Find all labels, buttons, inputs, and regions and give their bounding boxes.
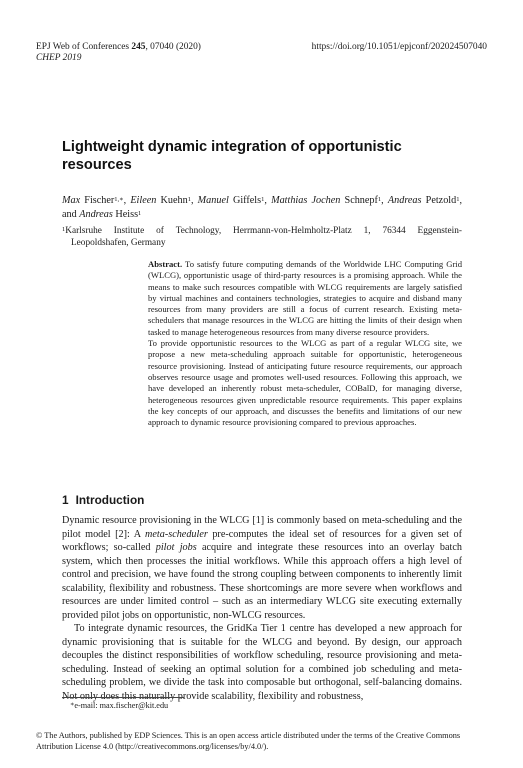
conference-name: CHEP 2019 (36, 53, 82, 63)
abstract-label: Abstract. (148, 259, 183, 269)
abstract-paragraph: To provide opportunistic resources to the WLCG as part of a regular WLCG site, we propose a new meta-scheduling approach suitable for opportunistic, heterogeneous resource provisioning. Instead of anticipating future resource requirements, our approach observes resource usage and promotes well-used resources. Following this approach, we have developed an inherently robust meta-scheduler, COBalD, for managing diverse, heterogeneous resources given unpredictable resource requirements. This paper explains the key concepts of our approach, and discusses the benefits and limitations of our new approach to dynamic resource provisioning compared to previous approaches. (148, 338, 462, 428)
abstract-paragraph: Abstract. To satisfy future computing demands of the Worldwide LHC Computing Grid (WLCG), opportunistic usage of third-party resources is a promising approach. While the means to make such resources compatible with WLCG requirements are largely satisfied by virtual machines and containers technologies, strategies to acquire and disband many resources from many providers are still a focus of current research. Existing meta-schedulers that manage resources in the WLCG are hitting the limits of their design when tasked to manage heterogeneous resources from many diverse resource providers. (148, 259, 462, 337)
author: Max Fischer$^{1,∗}$ (62, 195, 124, 206)
section-number: 1 (62, 493, 69, 507)
term-pilot-jobs: pilot jobs (155, 542, 197, 553)
affiliation-line-1: $^1$Karlsruhe Institute of Technology, Herrmann-von-Helmholtz-Platz 1, 76344 Eggenstein- (62, 226, 462, 236)
term-meta-scheduler: meta-scheduler (145, 528, 208, 540)
license-notice: © The Authors, published by EDP Sciences. This is an open access article distributed under the terms of the Creative Commons Attribution License 4.0 (http://creativecommons.org/licenses/by/4.0/). (36, 731, 461, 751)
section-heading (62, 493, 151, 507)
author: Andreas Petzold$^1$ (387, 195, 460, 206)
article-number: , 07040 (2020) (145, 42, 201, 52)
journal-name: EPJ Web of Conferences (36, 42, 132, 52)
author-separator: , (264, 195, 272, 206)
doi-link[interactable]: https://doi.org/10.1051/epjconf/202024507040 (311, 42, 487, 52)
body-text (62, 514, 462, 703)
body-paragraph: To integrate dynamic resources, the GridKa Tier 1 centre has developed a new approach for dynamic provisioning that is suitable for the WLCG and beyond. By design, our approach decouples the distinct responsibilities of workflow scheduling, resource provisioning and meta-scheduling. Instead of seeking an optimal solution for a combined job scheduling and meta-scheduling problem, we divide the task into composable but orthogonal, self-balancing domains. Not only does this naturally provide scalability, flexibility and robustness, (62, 623, 462, 702)
paper-title: Lightweight dynamic integration of opportunistic resources (62, 139, 402, 173)
footnote-email[interactable]: e-mail: max.fischer@kit.edu (74, 701, 169, 710)
journal-volume: 245 (131, 42, 146, 52)
author-list (62, 194, 462, 221)
running-header-left (36, 42, 201, 64)
section-title: Introduction (75, 493, 145, 507)
author: Matthias Jochen Schnepf$^1$ (271, 195, 382, 206)
author: Eileen Kuehn$^1$ (130, 195, 191, 206)
author: Manuel Giffels$^1$ (197, 195, 265, 206)
affiliation (62, 225, 462, 249)
footnote-rule (62, 697, 184, 698)
body-paragraph: Dynamic resource provisioning in the WLCG [1] is commonly based on meta-scheduling and the pilot model [2]: A meta-scheduler pre-computes the ideal set of resources for a given set of workflows; so-called pilot jobs acquire and integrate these resources into an overlay batch system, which then processes the initial workflows. While this approach offers a high level of control and precision, we have found the strong coupling between components to inherently limit scalability, flexibility and robustness. These shortcomings are more severe when workflows and resources are under limited control – such as an intermediary WLCG site executing externally provided pilot jobs on opportunistic, non-WLCG resources. (62, 515, 462, 621)
author: Andreas Heiss$^1$ (79, 208, 142, 220)
author-separator: , (123, 195, 131, 206)
author-separator: , (190, 195, 198, 206)
footnote: ∗e-mail: max.fischer@kit.edu (70, 701, 169, 710)
abstract (148, 259, 462, 428)
author-separator: , (381, 195, 388, 206)
author-separator: , and (62, 195, 463, 220)
affiliation-line-2: Leopoldshafen, Germany (71, 238, 166, 248)
